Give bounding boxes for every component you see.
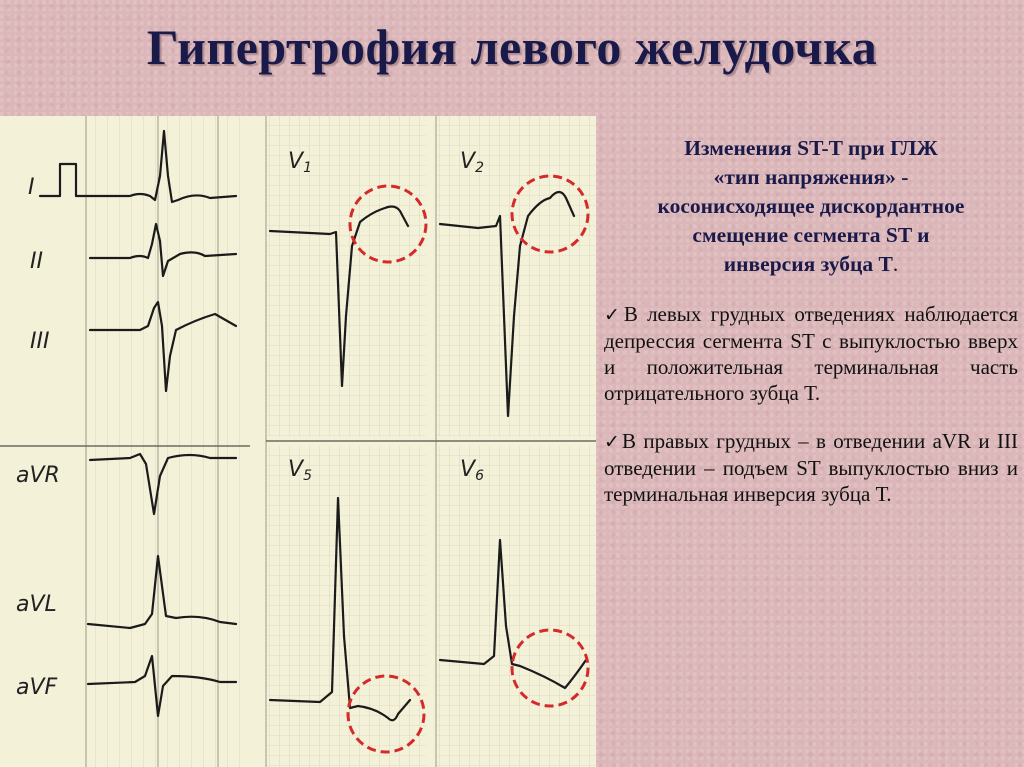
heading-line-3: косонисходящее дискордантное <box>657 194 965 218</box>
heading-line-4: смещение сегмента ST и <box>692 223 930 247</box>
st-t-heading <box>604 134 1018 279</box>
grid-limb <box>86 116 246 767</box>
explanation-text <box>604 134 1018 507</box>
heading-line-1: Изменения ST-T при ГЛЖ <box>684 136 938 160</box>
lead-label-v2: V2 <box>460 149 484 176</box>
bullet-right-leads <box>604 428 1018 507</box>
check-icon: ✓ <box>604 431 623 453</box>
grid-v5 <box>266 446 426 767</box>
check-icon: ✓ <box>604 304 624 326</box>
lead-label-v5: V5 <box>288 457 312 484</box>
ecg-figure <box>0 116 596 767</box>
heading-line-2: «тип напряжения» - <box>713 165 909 189</box>
lead-label-v1: V1 <box>288 149 312 176</box>
grid-v6 <box>436 446 596 767</box>
lead-label-avf: aVF <box>16 675 58 700</box>
bullet-left-leads <box>604 301 1018 406</box>
lead-label-i: I <box>28 175 35 200</box>
bullet-1-text: В левых грудных отведениях наблюдается депрессия сегмента ST с выпуклостью вверх и положительная терминальная часть отрицательного зубца Т. <box>604 302 1018 405</box>
lead-label-v6: V6 <box>460 457 484 484</box>
lead-label-ii: II <box>30 249 43 274</box>
slide-title: Гипертрофия левого желудочка <box>146 19 878 75</box>
bullet-2-text: В правых грудных – в отведении aVR и III отведении – подъем ST выпуклостью вниз и терминальная инверсия зубца Т. <box>604 429 1018 506</box>
lead-label-avr: aVR <box>16 463 60 488</box>
lead-label-avl: aVL <box>16 592 57 617</box>
heading-line-5: инверсия зубца Т. <box>723 252 899 276</box>
ecg-svg <box>0 116 596 767</box>
lead-label-iii: III <box>30 329 50 354</box>
